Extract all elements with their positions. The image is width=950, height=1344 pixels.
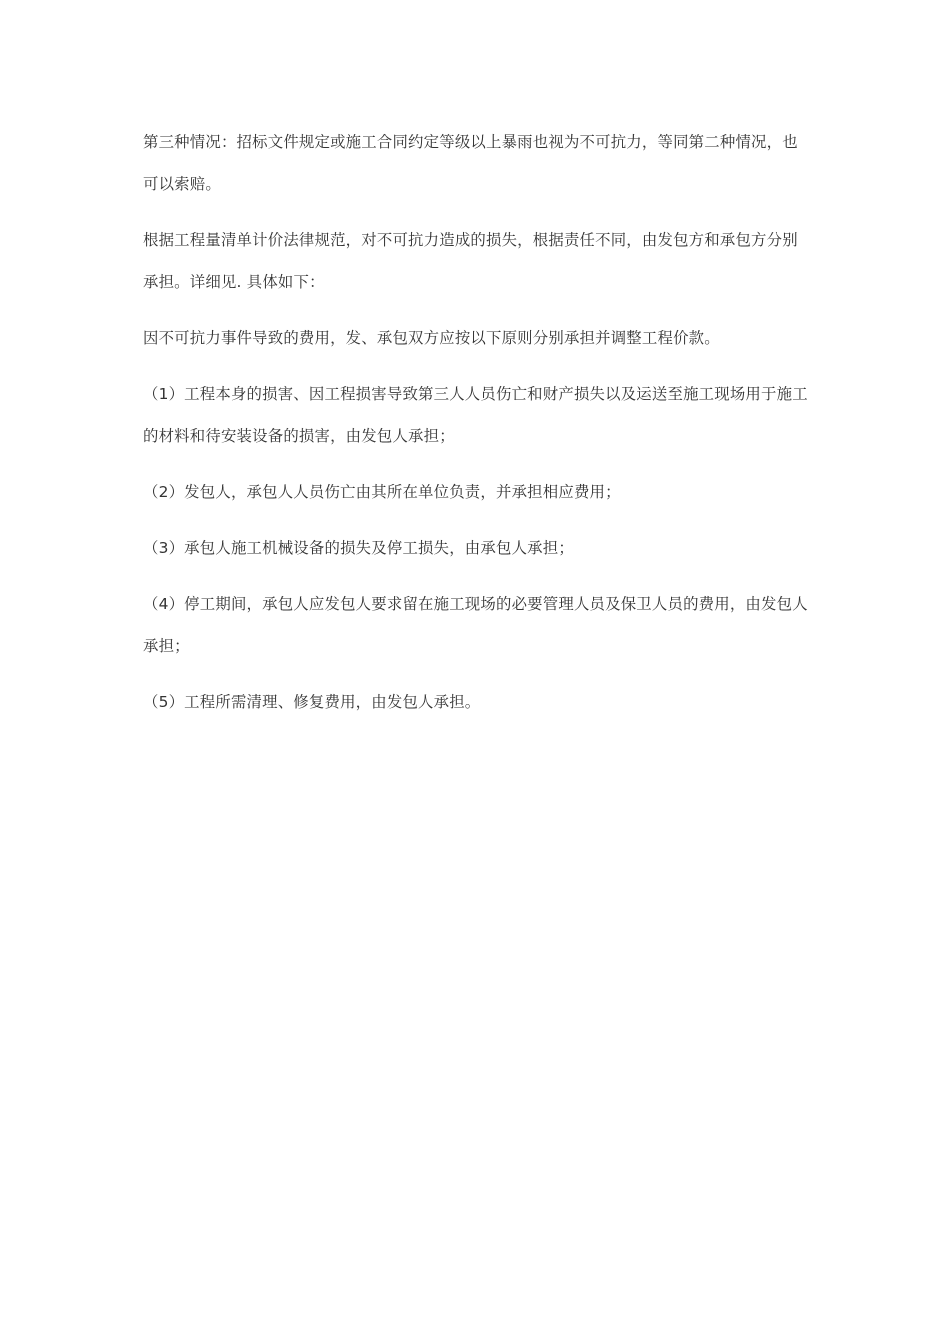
list-item-1: （1）工程本身的损害、因工程损害导致第三人人员伤亡和财产损失以及运送至施工现场用于施工的材料和待安装设备的损害，由发包人承担； bbox=[143, 385, 808, 445]
list-item-2: （2）发包人，承包人人员伤亡由其所在单位负责，并承担相应费用； bbox=[143, 483, 621, 501]
document-body bbox=[143, 121, 813, 737]
list-item-3: （3）承包人施工机械设备的损失及停工损失，由承包人承担； bbox=[143, 539, 574, 557]
list-item-4: （4）停工期间，承包人应发包人要求留在施工现场的必要管理人员及保卫人员的费用，由发包人承担； bbox=[143, 595, 808, 655]
paragraph-cost-principle: 因不可抗力事件导致的费用，发、承包双方应按以下原则分别承担并调整工程价款。 bbox=[143, 329, 720, 347]
paragraph-bill-of-quantities-rule: 根据工程量清单计价法律规范，对不可抗力造成的损失，根据责任不同，由发包方和承包方分别承担。详细见. 具体如下： bbox=[143, 231, 798, 291]
paragraph-third-case: 第三种情况：招标文件规定或施工合同约定等级以上暴雨也视为不可抗力，等同第二种情况，也可以索赔。 bbox=[143, 133, 798, 193]
list-item-5: （5）工程所需清理、修复费用，由发包人承担。 bbox=[143, 693, 481, 711]
